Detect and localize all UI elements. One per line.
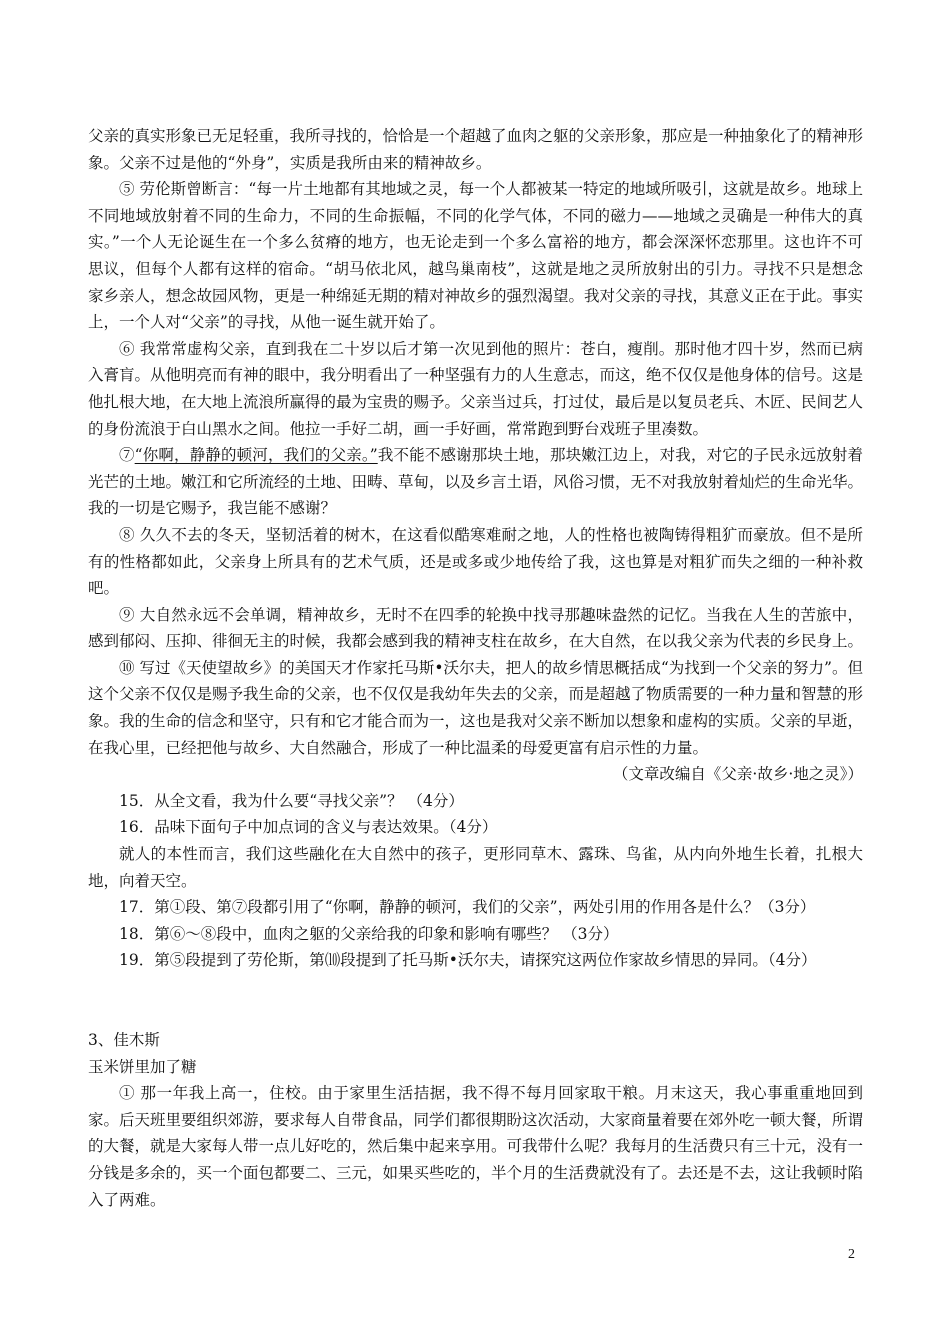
page-number: 2 (848, 1247, 855, 1262)
section-3-title: 玉米饼里加了糖 (88, 1057, 197, 1076)
paragraph-9: ⑨ 大自然永远不会单调，精神故乡，无时不在四季的轮换中找寻那趣味盎然的记忆。当我在人生的苦旅中，感到郁闷、压抑、徘徊无主的时候，我都会感到我的精神支柱在故乡，在大自然，在以我父亲为代表的乡民身上。 (88, 605, 864, 651)
paragraph-6: ⑥ 我常常虚构父亲，直到我在二十岁以后才第一次见到他的照片：苍白，瘦削。那时他才四十岁，然而已病入膏肓。从他明亮而有神的眼中，我分明看出了一种坚强有力的人生意志，而这，绝不仅仅是他身体的信号。这是他扎根大地，在大地上流浪所赢得的最为宝贵的赐予。父亲当过兵，打过仗，最后是以复员老兵、木匠、民间艺人的身份流浪于白山黑水之间。他拉一手好二胡，画一手好画，常常跑到野台戏班子里凑数。 (88, 339, 864, 438)
paragraph-7 (88, 442, 863, 522)
article-source: （文章改编自《父亲·故乡·地之灵》） (612, 765, 863, 784)
paragraph-8: ⑧ 久久不去的冬天，坚韧活着的树木，在这看似酷寒难耐之地，人的性格也被陶铸得粗犷而豪放。但不是所有的性格都如此，父亲身上所具有的艺术气质，还是或多或少地传给了我，这也算是对粗犷而失之细的一种补救吧。 (88, 525, 863, 598)
question-18: 18．第⑥～⑧段中，血肉之躯的父亲给我的印象和影响有哪些？ （3分） (119, 924, 619, 943)
question-16: 16．品味下面句子中加点词的含义与表达效果。（4分） (119, 818, 498, 837)
paragraph-4-continued: 父亲的真实形象已无足轻重，我所寻找的，恰恰是一个超越了血肉之躯的父亲形象，那应是一种抽象化了的精神形象。父亲不过是他的“外身”，实质是我所由来的精神故乡。 (88, 127, 864, 172)
paragraph-7-underlined-quote: “你啊，静静的顿河，我们的父亲。” (134, 446, 378, 465)
section-gap (88, 974, 863, 1027)
paragraph-7-text: 我不能不感谢那块土地，那块嫩江边上，对我，对它的子民永远放射着光芒的土地。嫩江和它所流经的土地、田畴、草甸，以及乡言土语，风俗习惯，无不对我放射着灿烂的生命光华。我的一切是它赐予，我岂能不感谢？ (88, 446, 864, 518)
paragraph-7-number: ⑦ (119, 446, 135, 465)
paragraph-10: ⑩ 写过《天使望故乡》的美国天才作家托马斯•沃尔夫，把人的故乡情思概括成“为找到一个父亲的努力”。但这个父亲不仅仅是赐予我生命的父亲，也不仅仅是我幼年失去的父亲，而是超越了物质需要的一种力量和智慧的形象。我的生命的信念和坚守，只有和它才能合而为一，这也是我对父亲不断加以想象和虚构的实质。父亲的早逝，在我心里，已经把他与故乡、大自然融合，形成了一种比温柔的母爱更富有启示性的力量。 (88, 658, 864, 757)
question-19: 19．第⑤段提到了劳伦斯，第⑽段提到了托马斯•沃尔夫，请探究这两位作家故乡情思的异同。（4分） (119, 951, 817, 970)
paragraph-5: ⑤ 劳伦斯曾断言：“每一片土地都有其地域之灵，每一个人都被某一特定的地域所吸引，这就是故乡。地球上不同地域放射着不同的生命力，不同的生命振幅，不同的化学气体，不同的磁力——地域之灵确是一种伟大的真实。”一个人无论诞生在一个多么贫瘠的地方，也无论走到一个多么富裕的地方，都会深深怀恋那里。这也许不可思议，但每个人都有这样的宿命。“胡马依北风，越鸟巢南枝”，这就是地之灵所放射出的引力。寻找不只是想念家乡亲人，想念故园风物，更是一种绵延无期的精对神故乡的强烈渴望。我对父亲的寻找，其意义正在于此。事实上，一个人对“父亲”的寻找，从他一诞生就开始了。 (88, 180, 864, 332)
question-17: 17．第①段、第⑦段都引用了“你啊，静静的顿河，我们的父亲”，两处引用的作用各是什么？（3分） (119, 898, 816, 917)
question-15: 15．从全文看，我为什么要“寻找父亲”？ （4分） (119, 791, 464, 810)
question-16-sentence: 就人的本性而言，我们这些融化在大自然中的孩子，更形同草木、露珠、鸟雀，从内向外地生长着，扎根大地，向着天空。 (88, 845, 863, 890)
section-3-paragraph-1: ① 那一年我上高一，住校。由于家里生活拮据，我不得不每月回家取干粮。月末这天，我心事重重地回到家。后天班里要组织郊游，要求每人自带食品，同学们都很期盼这次活动，大家商量着要在郊外吃一顿大餐，所谓的大餐，就是大家每人带一点儿好吃的，然后集中起来享用。可我带什么呢？我每月的生活费只有三十元，没有一分钱是多余的，买一个面包都要二、三元，如果买些吃的，半个月的生活费就没有了。去还是不去，这让我顿时陷入了两难。 (88, 1084, 864, 1209)
section-3-heading: 3、佳木斯 (88, 1031, 160, 1049)
document-page (88, 123, 863, 1213)
